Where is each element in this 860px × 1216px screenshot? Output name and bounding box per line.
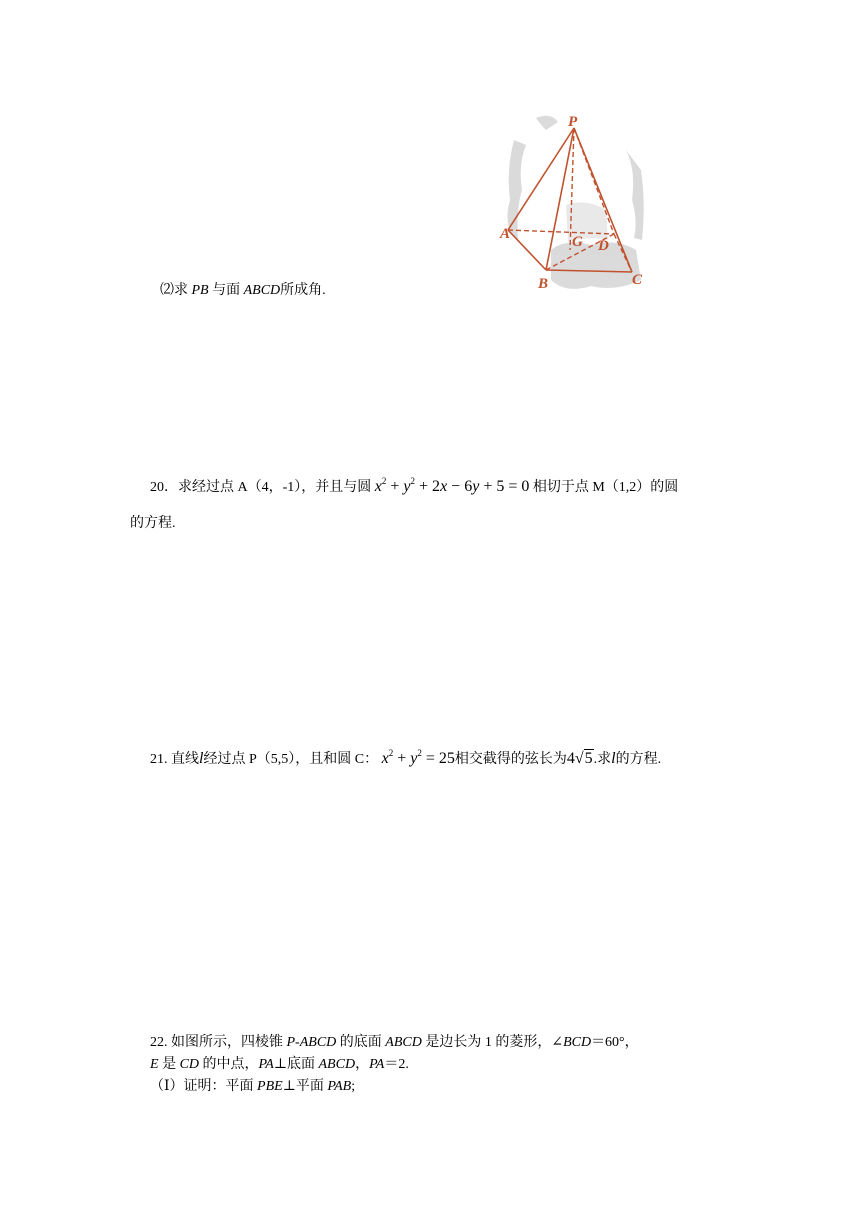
q19-part2-abcd: ABCD xyxy=(243,283,281,298)
q21-eq-plus: + xyxy=(393,750,411,767)
q22-line1-a: 22. 如图所示，四棱锥 xyxy=(150,1035,287,1050)
q21-eq-sup2: 2 xyxy=(417,748,422,758)
q19-part2-label: ⑵求 xyxy=(160,283,188,298)
q21-l1: l xyxy=(199,750,204,767)
q19-part2-mid: 与面 xyxy=(212,283,241,298)
q21-equation xyxy=(382,750,455,767)
q22-line2-d: ， xyxy=(355,1057,370,1072)
q22-line2-e: E xyxy=(150,1057,159,1072)
q20-eq-sup1: 2 xyxy=(381,476,387,486)
sqrt-icon: √ xyxy=(574,750,584,767)
q20-number: 20． xyxy=(150,480,178,495)
q20-eq-sup2: 2 xyxy=(410,476,416,486)
q22-line1-d: ＝60°， xyxy=(591,1035,639,1050)
q20-eq-y: y xyxy=(403,478,411,495)
q19-part2-end: 所成角. xyxy=(280,283,326,298)
q22-line2-pa: PA xyxy=(258,1057,274,1072)
edge-AB xyxy=(508,230,546,270)
q20-text1: 求经过点 A（4，-1），并且与圆 xyxy=(178,480,372,495)
label-G: G xyxy=(572,234,583,250)
q19-part2-pb: PB xyxy=(191,283,209,298)
q21-text3: .求 xyxy=(593,752,612,767)
q21-text1: 经过点 P（5,5），且和圆 C： xyxy=(203,752,379,767)
q22-line2-e2: ＝2. xyxy=(384,1057,409,1072)
label-C: C xyxy=(632,272,643,288)
q21-eq-end: = 25 xyxy=(421,750,455,767)
q22-line3-c: ; xyxy=(351,1079,356,1094)
q21-root: 5 xyxy=(584,750,593,767)
q22-line2-c: ⊥底面 xyxy=(273,1057,319,1072)
q21-eq-y: y xyxy=(410,750,418,767)
q20-eq-rest: + 2 xyxy=(415,478,441,495)
q20-eq-y2: y xyxy=(472,478,480,495)
q22-line1-b: 的底面 xyxy=(336,1035,386,1050)
q21-text4: 的方程. xyxy=(615,752,662,767)
scan-background xyxy=(507,116,643,289)
q20-line1 xyxy=(150,476,678,496)
q22-line2-cd: CD xyxy=(179,1057,200,1072)
label-P: P xyxy=(568,114,578,130)
q20-equation xyxy=(375,478,530,495)
q19-part2 xyxy=(160,279,326,299)
q21-line xyxy=(150,748,661,768)
q22-line1-bcd: BCD xyxy=(563,1035,592,1050)
q22-line2-pa2: PA xyxy=(369,1057,385,1072)
q21-coef: 4 xyxy=(566,750,575,767)
q22-line2-b: 的中点， xyxy=(199,1057,259,1072)
q20-line2 xyxy=(130,512,176,532)
pyramid-figure xyxy=(496,110,656,300)
q22-line2-a: 是 xyxy=(158,1057,180,1072)
q20-text2: 相切于点 M（1,2）的圆 xyxy=(532,480,679,495)
q22-line1-c: 是边长为 1 的菱形，∠ xyxy=(421,1035,564,1050)
q21-number: 21. 直线 xyxy=(150,752,199,767)
q20-eq-end: + 5 = 0 xyxy=(479,478,530,495)
q22-line3-a: （Ⅰ）证明：平面 xyxy=(150,1079,258,1094)
q20-line2-text: 的方程. xyxy=(130,516,176,531)
q21-text2: 相交截得的弦长为 xyxy=(454,752,567,767)
q22-line1-abcd: ABCD xyxy=(385,1035,422,1050)
pyramid-diagram xyxy=(496,110,656,300)
q22-line3-b: ⊥平面 xyxy=(282,1079,328,1094)
q20-eq-plus: + xyxy=(386,478,404,495)
q22-line3-pab: PAB xyxy=(327,1079,352,1094)
q20-eq-x: x xyxy=(374,478,382,495)
q22-line2 xyxy=(150,1053,409,1073)
label-A: A xyxy=(500,226,511,242)
q20-eq-minus: − 6 xyxy=(447,478,473,495)
q22-line3 xyxy=(150,1075,355,1095)
label-B: B xyxy=(538,276,549,292)
q21-l2: l xyxy=(611,750,616,767)
q21-chord-length xyxy=(567,750,594,767)
q22-line3-pbe: PBE xyxy=(257,1079,283,1094)
q22-line1 xyxy=(150,1031,639,1051)
q22-line2-abcd: ABCD xyxy=(318,1057,356,1072)
q22-line1-pyramid: P-ABCD xyxy=(286,1035,337,1050)
q21-eq-x: x xyxy=(381,750,389,767)
q21-eq-sup1: 2 xyxy=(388,748,394,758)
q20-eq-x2: x xyxy=(440,478,448,495)
label-D: D xyxy=(598,238,609,254)
